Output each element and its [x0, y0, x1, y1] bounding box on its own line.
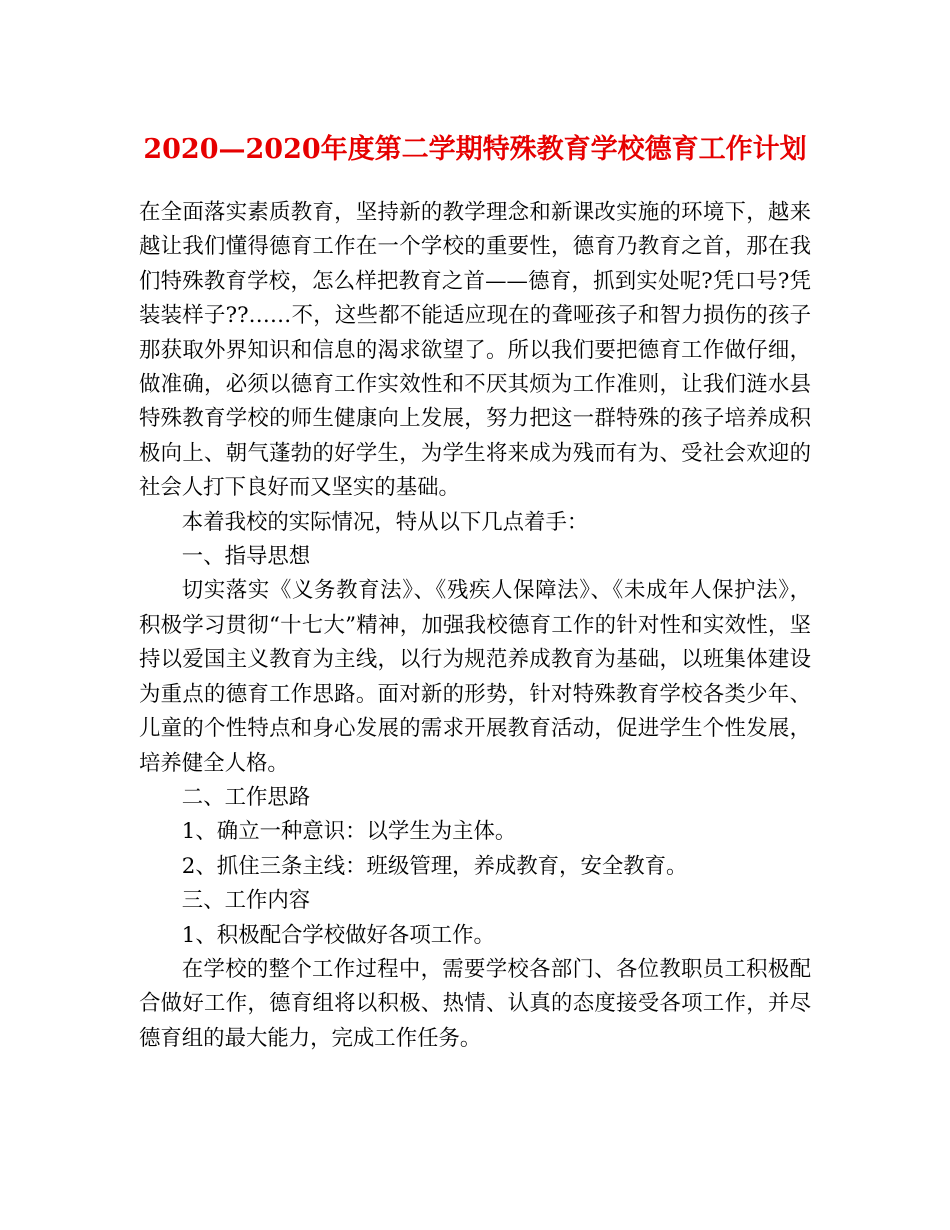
document-body: [139, 196, 811, 1056]
document-title: 2020—2020年度第二学期特殊教育学校德育工作计划: [143, 134, 807, 165]
list-item-one-awareness: 1、确立一种意识：以学生为主体。: [181, 819, 517, 845]
list-item-cooperate-with-school: 1、积极配合学校做好各项工作。: [181, 922, 495, 948]
paragraph-cooperation: 在学校的整个工作过程中，需要学校各部门、各位教职员工积极配合做好工作，德育组将以积极、热情、认真的态度接受各项工作，并尽德育组的最大能力，完成工作任务。: [139, 956, 811, 1051]
section-heading-work-content: 三、工作内容: [181, 888, 311, 914]
paragraph-approach: 本着我校的实际情况，特从以下几点着手：: [181, 509, 589, 535]
section-heading-guiding-ideology: 一、指导思想: [181, 544, 311, 570]
section-heading-work-approach: 二、工作思路: [181, 784, 311, 810]
list-item-three-main-lines: 2、抓住三条主线：班级管理，养成教育，安全教育。: [181, 853, 688, 879]
paragraph-guiding-ideology: 切实落实《义务教育法》、《残疾人保障法》、《未成年人保护法》，积极学习贯彻“十七大”精神，加强我校德育工作的针对性和实效性，坚持以爱国主义教育为主线，以行为规范养成教育为基础，以班集体建设为重点的德育工作思路。面对新的形势，针对特殊教育学校各类少年、儿童的个性特点和身心发展的需求开展教育活动，促进学生个性发展，培养健全人格。: [139, 578, 811, 776]
paragraph-intro: 在全面落实素质教育，坚持新的教学理念和新课改实施的环境下，越来越让我们懂得德育工作在一个学校的重要性，德育乃教育之首，那在我们特殊教育学校，怎么样把教育之首——德育，抓到实处呢?凭口号?凭装装样子??……不，这些都不能适应现在的聋哑孩子和智力损伤的孩子那获取外界知识和信息的渴求欲望了。所以我们要把德育工作做仔细，做准确，必须以德育工作实效性和不厌其烦为工作准则，让我们涟水县特殊教育学校的师生健康向上发展，努力把这一群特殊的孩子培养成积极向上、朝气蓬勃的好学生，为学生将来成为残而有为、受社会欢迎的社会人打下良好而又坚实的基础。: [139, 200, 811, 501]
